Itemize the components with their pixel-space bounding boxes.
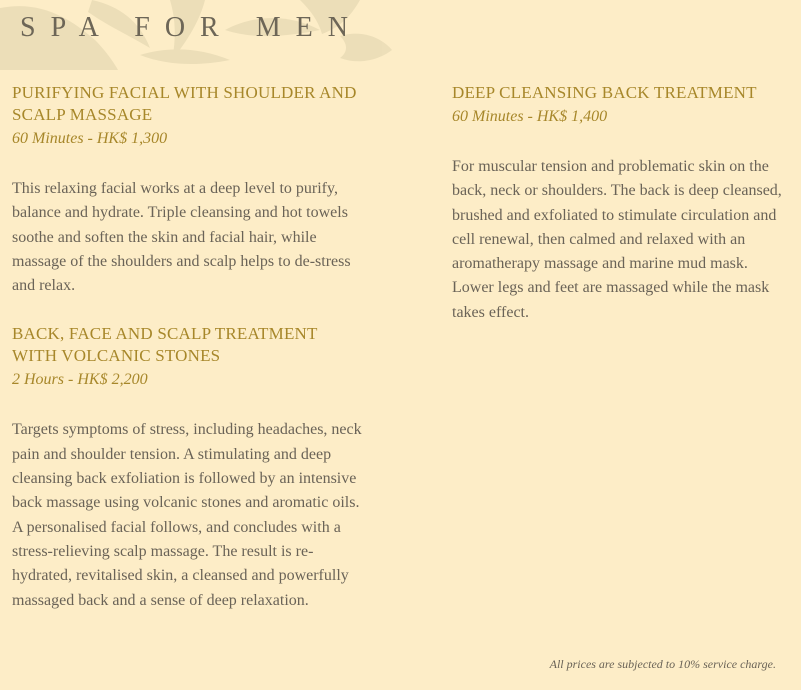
treatment-card [452,82,792,325]
treatment-name: BACK, FACE AND SCALP TREATMENT WITH VOLCANIC STONES [12,324,318,366]
treatment-name: PURIFYING FACIAL WITH SHOULDER AND SCALP MASSAGE [12,83,357,124]
treatment-name: DEEP CLEANSING BACK TREATMENT [452,83,757,102]
page-title: SPA FOR MEN [20,12,363,43]
treatment-card [12,323,364,612]
treatment-duration-price: 2 Hours - HK$ 2,200 [12,371,148,389]
treatment-duration-price: 60 Minutes - HK$ 1,300 [12,130,168,147]
treatment-description: Targets symptoms of stress, including headaches, neck pain and shoulder tension. A stimulating and deep cleansing back exfoliation is followed by an intensive back massage using volcanic stones and aromatic oils. A personalised facial follows, and concludes with a stress-relieving scalp massage. The result is re-hydrated, revitalised skin, a cleansed and powerfully massaged back and a sense of deep relaxation. [12,421,362,609]
service-charge-note: All prices are subjected to 10% service charge. [549,657,776,671]
right-column [452,82,792,325]
left-column [12,82,364,613]
treatment-card [12,82,364,298]
treatment-description: This relaxing facial works at a deep level to purify, balance and hydrate. Triple cleansing and hot towels soothe and soften the skin and facial hair, while massage of the shoulders and scalp helps to de-stress and relax. [12,180,351,295]
treatment-description: For muscular tension and problematic skin on the back, neck or shoulders. The back is deep cleansed, brushed and exfoliated to stimulate circulation and cell renewal, then calmed and relaxed with an aromatherapy massage and marine mud mask. Lower legs and feet are massaged while the mask takes effect. [452,158,782,321]
treatment-duration-price: 60 Minutes - HK$ 1,400 [452,108,608,125]
